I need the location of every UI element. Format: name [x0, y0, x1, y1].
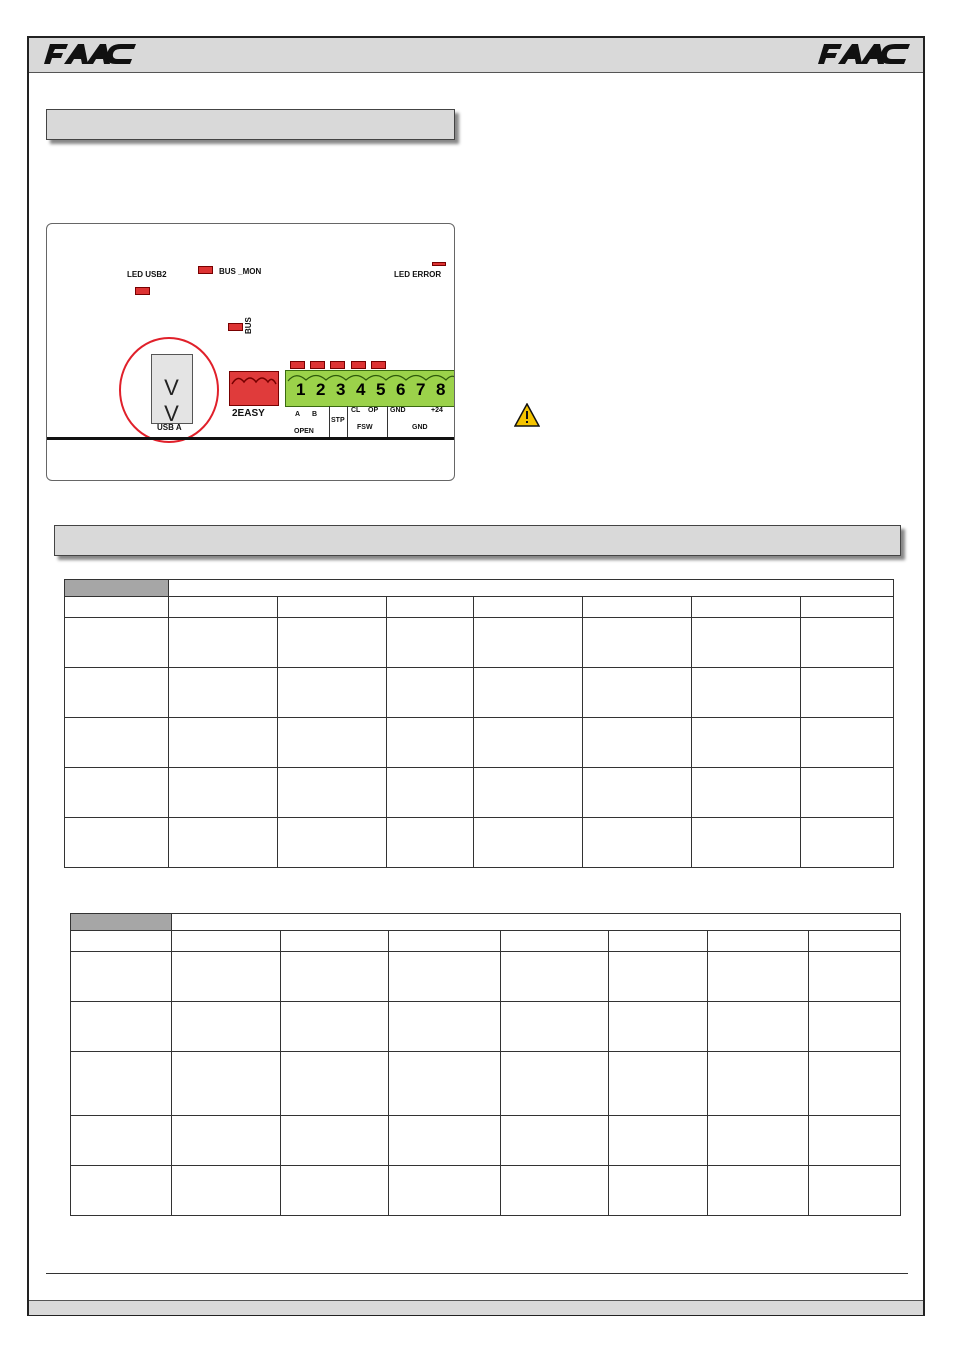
usb-a-label: USB A: [157, 423, 182, 432]
terminal-led-5: [371, 361, 386, 369]
table-row: [71, 1116, 901, 1166]
faac-logo-left: [44, 42, 138, 66]
table-row: [65, 818, 894, 868]
terminal-divider: [347, 406, 348, 438]
section-heading-bar-2: [54, 525, 901, 556]
led-usb2: [135, 287, 150, 295]
2easy-label: 2EASY: [232, 408, 265, 419]
table-row: [71, 914, 901, 931]
terminal-number: 8: [436, 380, 446, 399]
table-row: [71, 952, 901, 1002]
table-row: [65, 768, 894, 818]
terminal-led-4: [351, 361, 366, 369]
usb-connector-glyph: V V: [164, 375, 180, 426]
terminal-number: 7: [416, 380, 426, 399]
pin-24v-label: +24: [431, 407, 443, 414]
table-row: [65, 580, 894, 597]
table-row: [65, 718, 894, 768]
stp-group-label: STP: [331, 417, 345, 424]
terminal-number: 1: [296, 380, 306, 399]
terminal-led-3: [330, 361, 345, 369]
faac-logo-right: [818, 42, 912, 66]
bus-mon-led: [198, 266, 213, 274]
pin-gnd-label: GND: [390, 407, 406, 414]
table-row: [65, 597, 894, 618]
gnd-group-label: GND: [412, 424, 428, 431]
terminal-led-1: [290, 361, 305, 369]
terminal-number: 4: [356, 380, 366, 399]
warning-icon: [514, 403, 540, 432]
terminal-number: 2: [316, 380, 326, 399]
header-bar: [29, 38, 923, 73]
table-row: [71, 931, 901, 952]
2easy-connector: [229, 371, 279, 406]
pin-cl-label: CL: [351, 407, 361, 414]
terminal-block: [285, 370, 455, 407]
table-row: [71, 1052, 901, 1116]
terminal-led-2: [310, 361, 325, 369]
table-row: [65, 618, 894, 668]
open-group-label: OPEN: [294, 428, 314, 435]
led-usb2-label: LED USB2: [127, 270, 167, 279]
pin-a-label: A: [295, 411, 301, 418]
table-row: [71, 1002, 901, 1052]
board-edge-line: [47, 437, 455, 440]
table-row: [65, 668, 894, 718]
fsw-group-label: FSW: [357, 424, 373, 431]
footer-rule: [46, 1273, 908, 1274]
board-diagram: [46, 223, 455, 481]
table-1: [64, 579, 894, 868]
pin-op-label: OP: [368, 407, 379, 414]
bus-led: [228, 323, 243, 331]
terminal-divider: [329, 406, 330, 438]
bus-mon-label: BUS _MON: [219, 267, 262, 276]
terminal-number: 5: [376, 380, 386, 399]
table-row: [71, 1166, 901, 1216]
terminal-number: 6: [396, 380, 406, 399]
terminal-number: 3: [336, 380, 346, 399]
table-2: [70, 913, 901, 1216]
led-error: [432, 262, 446, 266]
section-heading-bar-1: [46, 109, 455, 140]
pin-b-label: B: [312, 411, 318, 418]
usb-highlight-circle: [119, 337, 219, 443]
footer-bar: [29, 1300, 923, 1315]
terminal-divider: [387, 406, 388, 438]
bus-label: BUS: [244, 317, 253, 334]
led-error-label: LED ERROR: [394, 270, 442, 279]
